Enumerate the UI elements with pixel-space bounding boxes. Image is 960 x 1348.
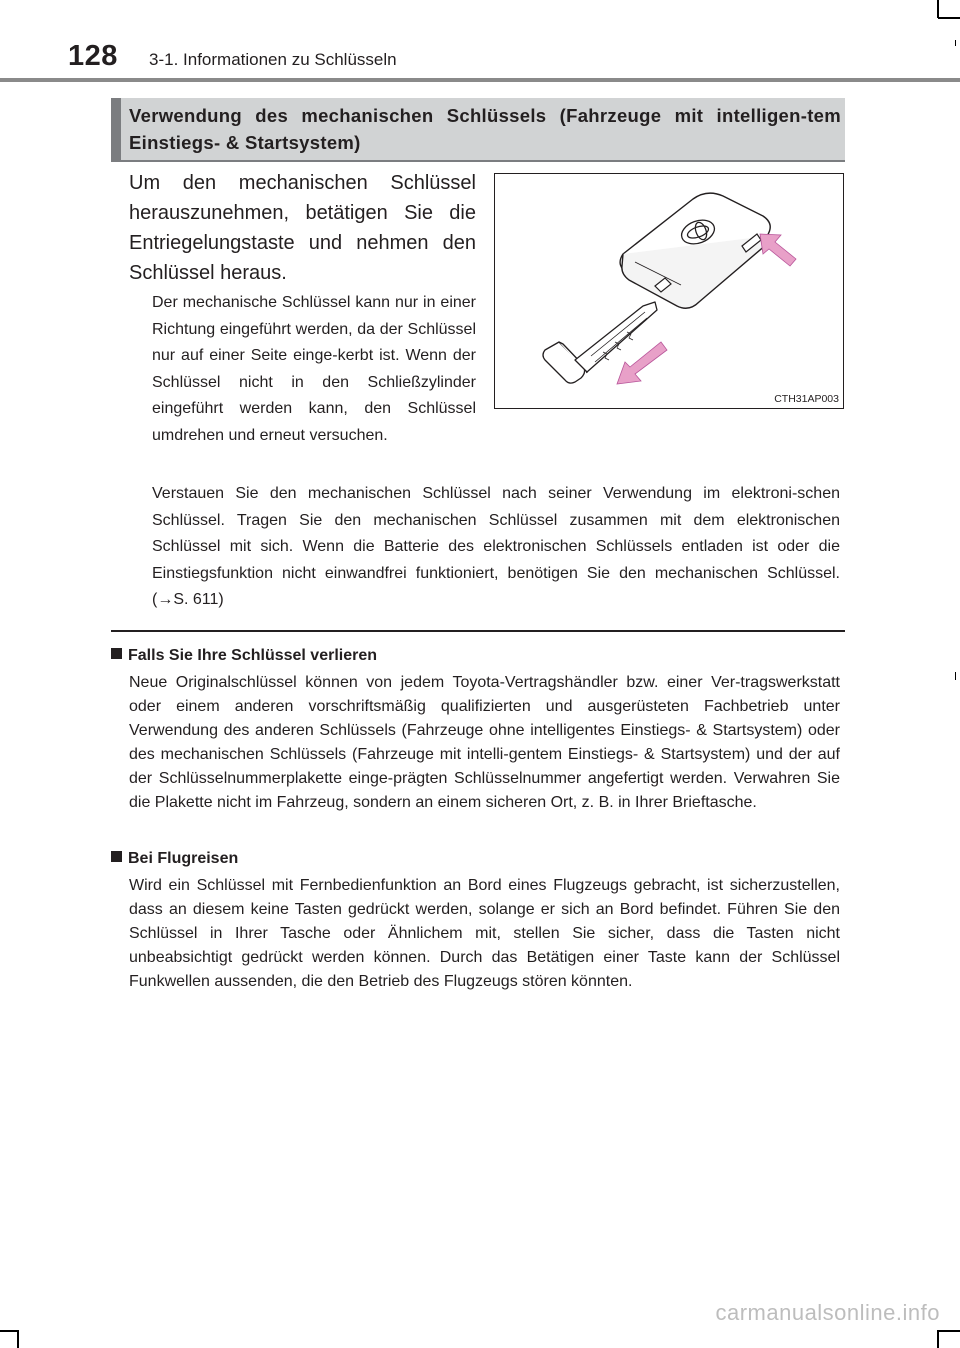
section-heading: Verwendung des mechanischen Schlüssels (Fahrzeuge mit intelligen-tem Einstiegs- & Startsystem) bbox=[129, 105, 841, 153]
subsection-body-lost-keys: Neue Originalschlüssel können von jedem Toyota-Vertragshändler bzw. einer Ver-tragswerkstatt oder einem anderen vorschriftsmäßig qualifizierten und ausgerüsteten Fachbetrieb unter Verwendung des anderen Schlüssels (Fahrzeuge ohne intelligentes Einstiegs- & Startsystem) oder des mechanischen Schlüssels (Fahrzeuge mit intelli-gentem Einstiegs- & Startsystem) und der auf der Schlüsselnummerplakette einge-prägten Schlüsselnummer angefertigt werden. Verwahren Sie die Plakette nicht im Fahrzeug, sondern an einem sicheren Ort, z. B. in Ihrer Brieftasche. bbox=[129, 674, 840, 811]
subsection-title: Falls Sie Ihre Schlüssel verlieren bbox=[128, 647, 378, 664]
section-divider bbox=[111, 630, 845, 632]
crop-mark bbox=[937, 1330, 939, 1348]
subsection-body-flights: Wird ein Schlüssel mit Fernbedienfunktion an Bord eines Flugzeugs gebracht, ist sicherzustellen, dass an diesem keine Tasten gedrückt werden, solange er sich an Bord befindet. Führen Sie den Schlüssel in Ihrer Tasche oder Ähnlichem mit, stellen Sie sicher, dass die Tasten nicht unbeabsichtigt gedrückt werden können. Durch das Betätigen einer Taste kann der Schlüssel Funkwellen aussenden, die den Betrieb des Flugzeugs stören könnten. bbox=[129, 877, 840, 990]
figure-code: CTH31AP003 bbox=[774, 393, 839, 405]
crop-mark bbox=[955, 40, 956, 46]
subsection-heading-lost-keys bbox=[111, 646, 377, 666]
page-number: 128 bbox=[68, 40, 118, 72]
square-bullet-icon bbox=[111, 648, 122, 659]
mechanical-key-icon bbox=[543, 302, 657, 383]
crop-mark bbox=[938, 1330, 960, 1332]
section-title: 3-1. Informationen zu Schlüsseln bbox=[149, 50, 397, 69]
crop-mark bbox=[938, 17, 960, 19]
header-rule bbox=[0, 78, 960, 82]
note-paragraph-1: Der mechanische Schlüssel kann nur in einer Richtung eingeführt werden, da der Schlüssel nur auf einer Seite einge-kerbt ist. Wenn der Schlüssel nicht in den Schließzylinder eingeführt werden kann, den Schlüssel umdrehen und erneut versuchen. bbox=[152, 294, 476, 444]
intro-paragraph: Um den mechanischen Schlüssel herauszunehmen, betätigen Sie die Entriegelungstaste und nehmen den Schlüssel heraus. bbox=[129, 172, 476, 284]
subsection-title: Bei Flugreisen bbox=[128, 850, 239, 867]
key-drawing bbox=[495, 174, 842, 407]
pull-arrow-icon bbox=[617, 342, 667, 384]
crop-mark bbox=[937, 0, 939, 18]
crop-mark bbox=[0, 1330, 18, 1332]
crop-mark bbox=[955, 672, 956, 680]
crop-mark bbox=[17, 1330, 19, 1348]
press-arrow-icon bbox=[760, 234, 796, 266]
square-bullet-icon bbox=[111, 851, 122, 862]
section-heading-box bbox=[111, 98, 845, 162]
key-illustration bbox=[494, 173, 844, 409]
watermark: carmanualsonline.info bbox=[715, 1300, 940, 1325]
subsection-heading-flights bbox=[111, 849, 238, 869]
note-paragraph-2: Verstauen Sie den mechanischen Schlüssel nach seiner Verwendung im elektroni-schen Schlüssel. Tragen Sie den mechanischen Schlüssel zusammen mit dem elektronischen Schlüssel mit sich. Wenn die Batterie des elektronischen Schlüssels entladen ist oder die Einstiegsfunktion nicht einwandfrei funktioniert, benötigen Sie den mechanischen Schlüssel. (→S. 611) bbox=[152, 485, 840, 608]
